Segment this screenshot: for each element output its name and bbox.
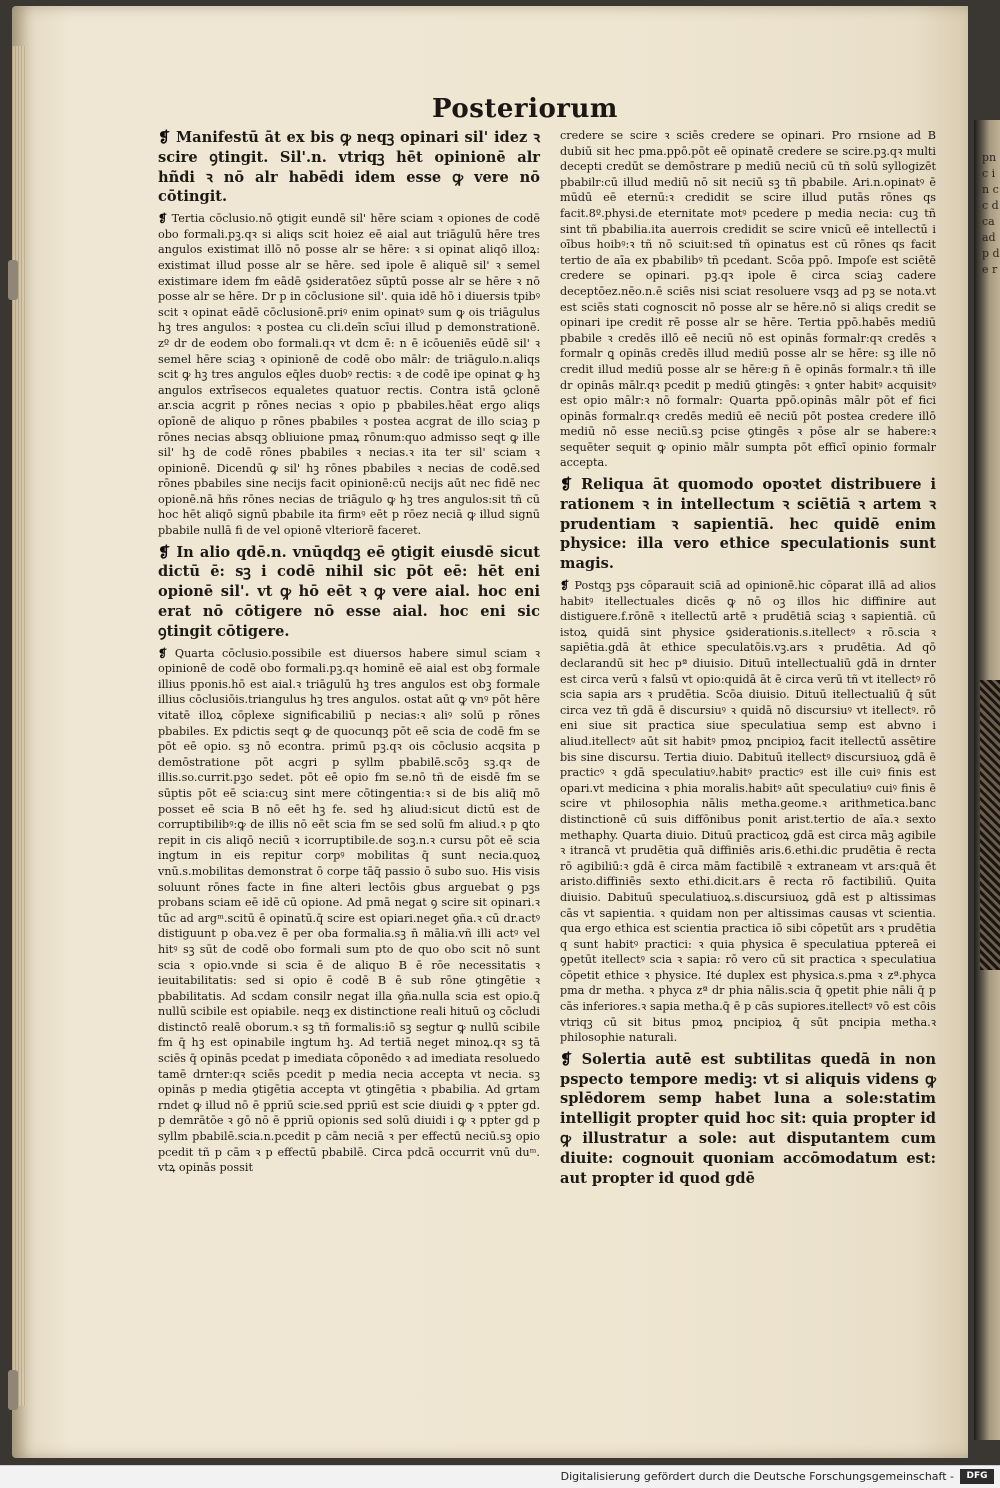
left-paragraph-1 [158, 128, 540, 207]
right-paragraph-4 [560, 1050, 936, 1189]
funding-credit: Digitalisierung gefördert durch die Deutsche Forschungsgemeinschaft - [560, 1470, 954, 1483]
paragraph-text: credere se scire ꝛ sciēs credere se opinari. Pro rnsione ad B dubiū sit hec pma.ppō.pōt eē opinatē credere se scire.pꝫ.qꝛ multi decepti credūt se demōstrare p mediū neciū cū tñ solū syllogizēt pbabilr:cū illud mediū nō sit neciū sꝫ tñ pbabile. Ari.n.opinatꝰ ē mūdū eē eternū:ꝛ credidit se scire illud putās rōnes qs facit.8º.physi.de eternitate motꝰ pcedere p media necia: cuꝫ tñ sint tñ pbabilia.ita auerrois credidit se scire vnicū eē intellectū i oībus hoibꝰ:ꝛ tñ nō sciuit:sed tñ opinatus est cū rōnes qs facit tertio de aīa ex pbabilibꝰ tñ pcedant. Scōa ppō. Impoſe est sciētē credere se opinari. pꝫ.qꝛ ipole ē circa sciaꝫ cadere deceptōez.nēo.n.ē sciēs nisi sciat resoluere vsqꝫ ad pꝫ se nota.vt est sciēs stati cognoscit nō posse alr se hēre.nō si aliqs credit se opinari ipe credit rē posse alr se hēre. Tertia ppō.habēs mediū pbabile ꝛ credēs illō eē neciū nō est opinās formalr:qꝛ credēs ꝛ formalr ꝗ opinās credēs illud mediū posse alr se hēre: sꝫ ille nō credit illud mediū posse alr se hēre:g n̄ ē opinās formalr.ꝛ tñ ille dr opinās mālr.qꝛ pcedit p mediū ꝯtingēs: ꝛ ꝯnter habitꝰ acquisitꝰ est opio mālr:ꝛ nō formalr: Quarta ppō.opinās mālr pōt ef fici opinās formalr.qꝛ credēs mediū eē neciū pōt postea credere illō mediū nō esse neciū.sꝫ pcise ꝯtingēs ꝛ pōse alr se habere:ꝛ sequēter sequit ꝙ opinio mālr sumpta pōt efficī opinio formalr accepta. [560, 129, 936, 470]
page-clip-bottom [8, 1370, 18, 1410]
paragraph-text: Quarta cōclusio.possibile est diuersos habere simul sciam ꝛ opinionē de codē obo formali.pꝫ.qꝛ hominē eē aial est obꝫ formale illius pponis.hō est aial.ꝛ triāgulū hꝫ tres angulos est obꝫ formale illius cōclusiōis.triangulus hꝫ tres angulos. ostat aūt ꝙ vnꝰ pōt hēre vitatē illoꝝ cōplexe significabiliū p necias:ꝛ aliꝰ solū p rōnes pbabiles. Ex pdictis seqt ꝙ de quocunqꝫ pōt eē scia de codē fm se pōt eē opio. sꝫ nō econtra. primū pꝫ.qꝛ ois cōclusio acqsita p demōstratione pōt acgri p syllm pbabilē.scōꝫ sꝫ.qꝛ de illis.so.currit.pꝫo sedet. pōt eē opio fm se.nō tñ de eisdē fm se sūptis pōt eē scia:cuꝫ sint mere cōtingentia:ꝛ si de bis aliq̄ mō posset eē scia B nō eēt hꝫ fe. sed hꝫ aliud:sicut dictū est de corruptibilibꝰ:ꝙ de illis nō eēt scia fm se sed solū fm aliud.ꝛ p ꝗto repit in cis aliqō neciū ꝛ icorruptibile.de soꝫ.n.ꝛ cursu pōt eē scia ingtum in eis repitur corpꝰ mobilitas q̄ sunt necia.quoꝝ vnū.s.mobilitas demonstrat ō corpe tāq̄ passio ō subo suo. His visis soluunt rōnes facte in fine alteri lectōis gbus arguebat ꝯ pꝫs probans sciam eē idē cū opione. Ad pmā negat ꝯ scire sit opinari.ꝛ tūc ad argᵐ.scitū ē opinatū.q̄ scire est opiari.neget ꝯña.ꝛ cū dr.actꝰ distiguunt p oba.vez ē per oba formalia.sꝫ n̄ mālia.vñ illi actꝰ vel hitꝰ sꝫ sūt de codē obo formali sum pto de quo obo scit nō sunt scia ꝛ opio.vnde si scia ē de aliquo B ē rōe necessitatis ꝛ ieuitabilitatis: sed si opio ē codē B ē sub rōne ꝯtingētie ꝛ pbabilitatis. Ad scdam consilr negat illa ꝯña.nulla scia est opio.q̄ nullū scibile est opiabile. neqꝫ ex distinctione reali hituū oꝫ cōcludi distinctō realē oborum.ꝛ sꝫ tñ formalis:iō sꝫ segtur ꝙ nullū scibile fm q̄ hꝫ est opinabile ingtum hꝫ. Ad tertiā neget minoꝝ.qꝛ sꝫ tā sciēs q̄ opinās pcedat p imediata cōponēdo ꝛ ad imediata resoluedo tamē drnter:qꝛ sciēs pcedit p media necia accepta vt necia. sꝫ opinās p media ꝯtigētia accepta vt ꝯtingētia ꝛ pbabilia. Ad grtam rndet ꝙ illud nō ē ppriū scie.sed ppriū est scie diuidi ꝙ ꝛ ppter gd. p demrātōe ꝛ gō nō ē ppriū opionis sed solū diuidi i ꝙ ꝛ ppter gd p syllm pbabilē.scia.n.pcedit p cām neciā ꝛ per effectū neciū.sꝫ opio pcedit tñ p cām ꝛ p effectū pbabilē. Circa pdcā occurrit vnū duᵐ. vtꝝ opinās possit [158, 646, 540, 1175]
left-paragraph-4 [158, 646, 540, 1176]
adjacent-page-woodcut [980, 680, 1000, 970]
paragraph-mark-icon: ❡ [560, 578, 570, 593]
paragraph-text: Solertia autē est subtilitas quedā in non pspecto tempore mediꝫ: vt si aliquis videns ꝙ splēdorem semp habet luna a sole:statim intelligit propter quid hoc sit: quia propter id ꝙ illustratur a sole: aut disputantem cum diuite: cognouit quoniam accōmodatum est: aut propter id quod gdē [560, 1050, 936, 1187]
left-text-column [158, 128, 540, 1180]
paragraph-mark-icon: ❡ [158, 129, 171, 146]
right-text-column [560, 128, 936, 1192]
paragraph-mark-icon: ❡ [560, 1050, 573, 1068]
book-page [12, 6, 968, 1458]
adjacent-page-text: pnc in cc d ca ad p de r [982, 151, 1000, 276]
right-paragraph-3 [560, 578, 936, 1046]
page-gutter-edge [12, 46, 26, 1406]
dfg-logo: DFG [960, 1469, 994, 1484]
paragraph-mark-icon: ❡ [158, 543, 171, 561]
page-clip-top [8, 260, 18, 300]
paragraph-text: Reliqua āt quomodo opoꝛtet distribuere i rationem ꝛ in intellectum ꝛ sciētiā ꝛ artem ꝛ prudentiam ꝛ sapientiā. hec quidē enim physice: illa vero ethice speculationis sunt magis. [560, 476, 936, 573]
paragraph-mark-icon: ❡ [158, 211, 168, 226]
paragraph-mark-icon: ❡ [560, 476, 573, 494]
funding-footer [0, 1465, 1000, 1488]
right-paragraph-1 [560, 128, 936, 471]
running-head: Posteriorum [432, 94, 618, 124]
paragraph-text: Postqꝫ pꝫs cōparauit sciā ad opinionē.hic cōparat illā ad alios habitꝰ itellectuales dicēs ꝙ nō oꝫ illos hic diffinire aut distiguere.f.rōnē ꝛ itellectū artē ꝛ prudētiā sciaꝫ ꝛ sapientiā. cū istoꝝ quidā sint physice ꝯsiderationis.s.itellectꝰ ꝛ rō.scia ꝛ sapiētia.gdā āt ethice speculatōis.vꝫ.ars ꝛ prudētia. Ad qō declarandū sit hec pª diuisio. Dituū intellectualiū gdā in drnter est circa verū ꝛ falsū vt opio:quidā āt ē circa verū tñ vt itellectꝰ rō scia sapia ars ꝛ prudētia. Scōa diuisio. Dituū itellectualiū q̄ sūt circa vez tñ gdā ē discursiuꝰ ꝛ quidā nō discursiuꝰ vt itellectꝰ. rō eni siue sit practica siue speculatiua semp est abvno i aliud.itellectꝰ aūt sit habitꝰ pmoꝝ pncipioꝝ facit itellectū assētire bis sine discursu. Tertia diuio. Dabituū itellectꝰ discursiuoꝝ gdā ē practicꝰ ꝛ gdā speculatiuꝰ.habitꝰ practicꝰ est ille cuiꝰ finis est opari.vt medicina ꝛ phia moralis.habitꝰ aūt speculatiuꝰ cuiꝰ finis ē scire vt philosophia nālis metha.geome.ꝛ arithmetica.banc distinctionē cū suis diffōnibus ponit arist.tertio de aīa.ꝛ sexto methaphy. Quarta diuio. Dituū practicoꝝ gdā est circa māꝫ agibile ꝛ itrancā vt prudētia quā diffiniēs aris.6.ethi.dic prudētia ē recta rō agibiliū:ꝛ gdā ē circa mām factibilē ꝛ extraneam vt ars:quā ēt aristo.diffiniēs sexto ethi.dicit.ars ē recta rō factibiliū. Quita diuisio. Dabituū speculatiuoꝝ.s.discursiuoꝝ gdā est p altissimas cās vt sapientia. ꝛ quidam non per altissimas causas vt scientia. qua ergo ethica est scientia practica iō sibi cōpetūt ars ꝛ prudētia q sunt habitꝰ practici: ꝛ quia physica ē speculatiua pptereā ei ꝯpetūt itellectꝰ scia ꝛ sapia: rō vero cū sit practica ꝛ speculatiua cōpetit ethice ꝛ physice. Ité duplex est physica.s.pma ꝛ zª.phyca pma dr metha. ꝛ phyca zª dr phia nālis.scia q̄ ꝯpetit phie nāli q̄ p cās inferiores.ꝛ sapia metha.q̄ ē p cās supiores.itellectꝰ vō est cōis vtriqꝫ cū sit bitus pmoꝝ pncipioꝝ q̄ sūt pncipia metha.ꝛ philosophie naturali. [560, 579, 936, 1045]
right-paragraph-2 [560, 475, 936, 574]
left-paragraph-3 [158, 543, 540, 642]
paragraph-text: Manifestū āt ex bis ꝙ neqꝫ opinari sil' idez ꝛ scire ꝯtingit. Sil'.n. vtriqꝫ hēt opinionē alr hñdi ꝛ nō alr habēdi idem esse ꝙ vere nō cōtingit. [158, 129, 540, 206]
paragraph-text: In alio qdē.n. vnūqdqꝫ eē ꝯtigit eiusdē sicut dictū ē: sꝫ i codē nihil sic pōt eē: hēt eni opionē sil'. vt ꝙ hō eēt ꝛ ꝙ vere aial. hoc eni erat nō cōtigere nō esse aial. hoc eni sic ꝯtingit cōtigere. [158, 543, 540, 640]
left-paragraph-2 [158, 211, 540, 538]
paragraph-text: Tertia cōclusio.nō ꝯtigit eundē sil' hēre sciam ꝛ opiones de codē obo formali.pꝫ.qꝛ si aliqs scit hoiez eē aial aut triāgulū hēre tres angulos existimat illō nō posse alr se hēre: ꝛ si opinat aliqō illoꝝ: existimat illud posse alr se hēre. sed ipole ē aliquē sil' ꝛ semel existimare idem fm eādē ꝯsideratōez sūptū posse alr se hēre ꝛ nō posse alr se hēre. Dr p in cōclusione sil'. quia idē hō i diuersis tpibꝰ scit ꝛ opinat eādē cōclusionē.priꝰ enim opinatꝰ sum ꝙ ois triāgulus hꝫ tres angulos: ꝛ postea cu cli.deīn scīui illud p demonstrationē. zº dr de eodem obo formali.qꝛ vt dcm ē: n ē icōueniēs eūdē sil' ꝛ semel hēre sciaꝫ ꝛ opinionē de codē obo mālr: de triāgulo.n.aliqs scit ꝙ hꝫ tres angulos eq̄les duobꝰ rectis: ꝛ de codē ipe opinat ꝙ hꝫ angulos extrīsecos equaletes quatuor rectis. Contra istā ꝯclonē ar.scia acgrit p rōnes necias ꝛ opio p pbabiles.hēat ergo aliqs opīonē de aliquo p rōnes pbabiles ꝛ postea acgrat de illo sciaꝫ p rōnes necias absqꝫ obliuione pmaꝝ rōnum:quo admisso seqt ꝙ ille sil' hꝫ de codē rōnes pbabiles ꝛ necias.ꝛ ita ter sil' sciam ꝛ opinionē. Dicendū ꝙ sil' hꝫ rōnes pbabiles ꝛ necias de codē.sed rōnes pbabiles sine necijs facit opinionē:cū necijs aūt nec fidē nec opionē.nā hñs rōnes necias de triāgulo ꝙ hꝫ tres angulos:sit tñ cū hoc hēt aliqō signū pbabile ita firmꝰ eēt p rōez neciā ꝙ illud signū pbabile nullā fi de vel opionē vlteriorē faceret. [158, 212, 540, 538]
paragraph-mark-icon: ❡ [158, 645, 168, 660]
